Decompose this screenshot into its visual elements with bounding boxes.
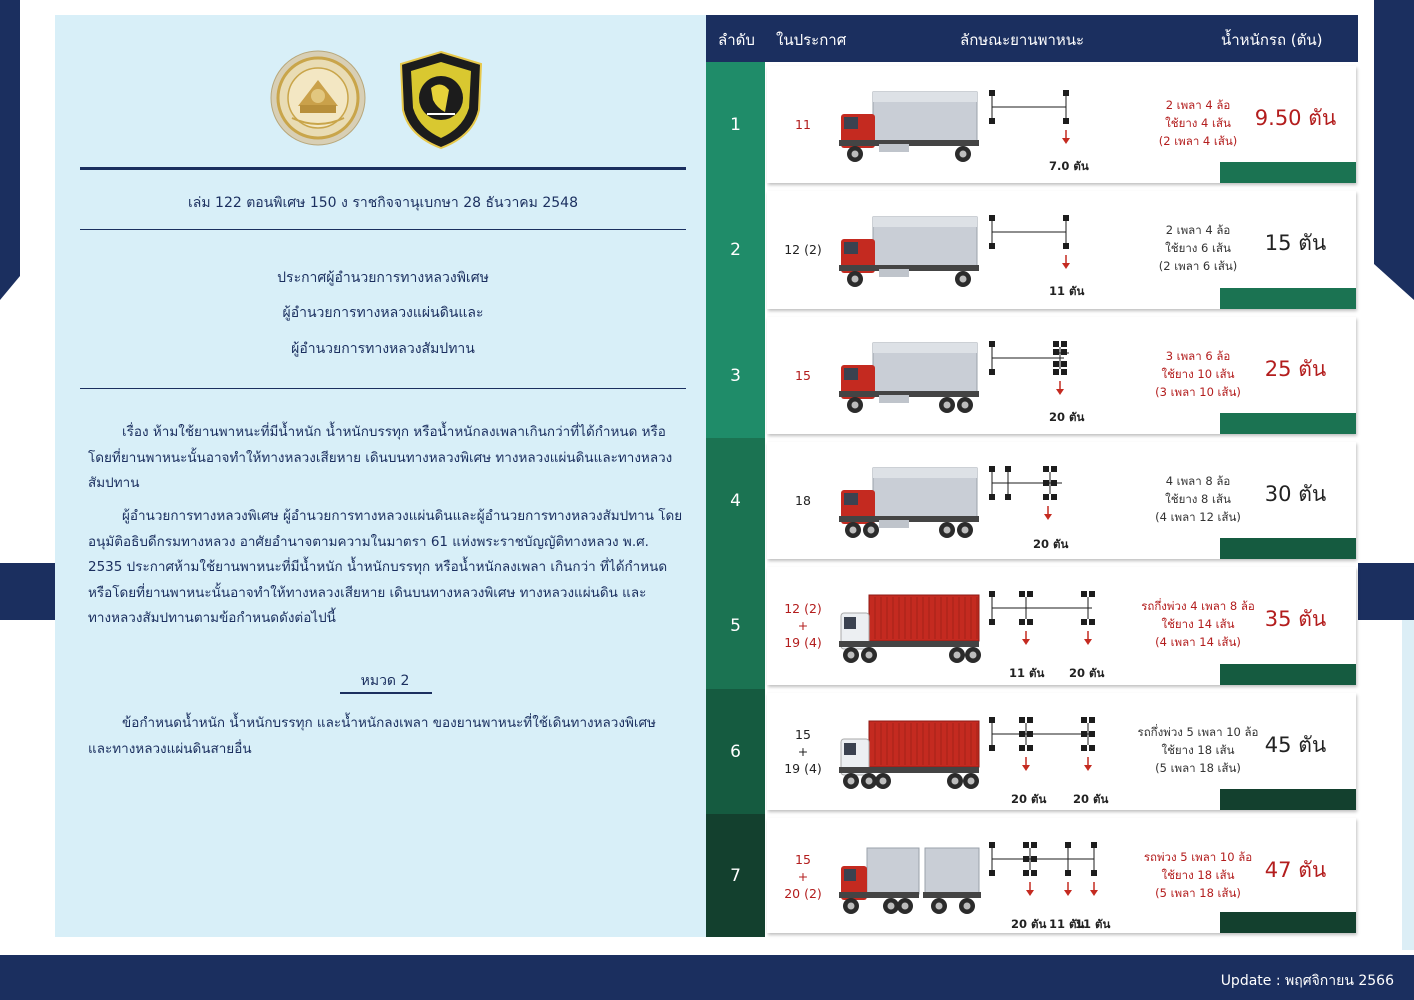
gross-weight: 15 ตัน xyxy=(1264,231,1327,255)
truck-illustration xyxy=(839,339,981,417)
announcement-reference xyxy=(767,66,839,183)
vehicle-card xyxy=(767,818,1356,933)
reference-line: 12 (2) xyxy=(784,242,822,257)
row-number: 3 xyxy=(706,313,765,438)
table-row xyxy=(706,563,1358,689)
description-line: ใช้ยาง 6 เส้น xyxy=(1165,241,1231,255)
description-line: (5 เพลา 18 เส้น) xyxy=(1155,886,1241,900)
reference-line: + xyxy=(797,744,809,759)
vehicle-card xyxy=(767,66,1356,183)
truck-illustration xyxy=(839,464,981,542)
reference-line: + xyxy=(797,869,809,884)
header-reference: ในประกาศ xyxy=(776,31,847,49)
footer-bar xyxy=(0,955,1414,1000)
divider xyxy=(80,229,686,230)
reference-line: 12 (2) xyxy=(784,601,822,616)
vehicle-card xyxy=(767,693,1356,810)
highway-police-badge xyxy=(397,50,485,150)
row-number: 5 xyxy=(706,563,765,689)
frame-corner-right xyxy=(1374,0,1414,300)
description-line: รถกึ่งพ่วง 4 เพลา 8 ล้อ xyxy=(1141,599,1255,613)
truck-illustration xyxy=(839,715,981,793)
frame-corner-left xyxy=(0,0,20,300)
frame-band-left xyxy=(0,563,55,620)
truck-illustration xyxy=(839,589,981,667)
table-row xyxy=(706,313,1358,438)
gazette-reference: เล่ม 122 ตอนพิเศษ 150 ง ราชกิจจานุเบกษา 28 ธันวาคม 2548 xyxy=(188,195,578,211)
header-order: ลำดับ xyxy=(718,31,755,49)
divider xyxy=(80,167,686,170)
reference-line: 15 xyxy=(795,852,811,867)
section-paragraph: ข้อกำหนดน้ำหนัก น้ำหนักบรรทุก และน้ำหนักลงเพลา ของยานพาหนะที่ใช้เดินทางหลวงพิเศษ และทางหลวงแผ่นดินสายอื่น xyxy=(88,715,656,757)
vehicle-card xyxy=(767,317,1356,434)
reference-line: 19 (4) xyxy=(784,761,822,776)
announcement-reference xyxy=(767,693,839,810)
announcement-line-3: ผู้อำนวยการทางหลวงสัมปทาน xyxy=(291,341,475,357)
truck-illustration xyxy=(839,88,981,166)
announcement-line-1: ประกาศผู้อำนวยการทางหลวงพิเศษ xyxy=(277,270,489,286)
axle-load-label: 20 ตัน xyxy=(1069,666,1105,680)
description-line: (4 เพลา 14 เส้น) xyxy=(1155,635,1241,649)
announcement-line-2: ผู้อำนวยการทางหลวงแผ่นดินและ xyxy=(282,305,484,321)
announcement-reference xyxy=(767,191,839,308)
frame-side-right xyxy=(1402,620,1414,950)
description-line: ใช้ยาง 18 เส้น xyxy=(1161,868,1235,882)
table-row xyxy=(706,689,1358,814)
weight-strip xyxy=(1220,912,1356,933)
frame-band-right xyxy=(1358,563,1414,620)
weight-strip xyxy=(1220,538,1356,559)
vehicle-card xyxy=(767,567,1356,685)
description-line: 2 เพลา 4 ล้อ xyxy=(1165,223,1231,237)
announcement-reference xyxy=(767,818,839,935)
axle-weight-table xyxy=(706,15,1358,937)
row-number: 4 xyxy=(706,438,765,563)
row-number: 6 xyxy=(706,689,765,814)
description-line: ใช้ยาง 10 เส้น xyxy=(1161,367,1235,381)
axle-load-label: 20 ตัน xyxy=(1073,792,1109,806)
description-line: 2 เพลา 4 ล้อ xyxy=(1165,98,1231,112)
gross-weight: 25 ตัน xyxy=(1264,357,1327,381)
weight-strip xyxy=(1220,413,1356,434)
truck-illustration xyxy=(839,213,981,291)
section-heading: หมวด 2 xyxy=(360,673,410,689)
description-line: (3 เพลา 10 เส้น) xyxy=(1155,385,1241,399)
description-line: (2 เพลา 4 เส้น) xyxy=(1158,134,1238,148)
row-number: 2 xyxy=(706,187,765,313)
gross-weight: 30 ตัน xyxy=(1264,482,1327,506)
description-line: (5 เพลา 18 เส้น) xyxy=(1155,761,1241,775)
description-line: รถกึ่งพ่วง 5 เพลา 10 ล้อ xyxy=(1137,725,1259,739)
reference-line: + xyxy=(797,618,809,633)
axle-load-label: 7.0 ตัน xyxy=(1049,159,1089,173)
axle-load-label: 11 ตัน xyxy=(1009,666,1045,680)
reference-line: 20 (2) xyxy=(784,886,822,901)
announcement-reference xyxy=(767,442,839,559)
weight-strip xyxy=(1220,288,1356,309)
section-underline xyxy=(340,692,432,694)
description-line: (4 เพลา 12 เส้น) xyxy=(1155,510,1241,524)
gross-weight: 47 ตัน xyxy=(1264,858,1327,882)
description-line: ใช้ยาง 18 เส้น xyxy=(1161,743,1235,757)
axle-load-label: 20 ตัน xyxy=(1049,410,1085,424)
weight-strip xyxy=(1220,664,1356,685)
vehicle-card xyxy=(767,442,1356,559)
authority-paragraph: ผู้อำนวยการทางหลวงพิเศษ ผู้อำนวยการทางหลวงแผ่นดินและผู้อำนวยการทางหลวงสัมปทาน โดยอนุมัติอธิบดีกรมทางหลวง อาศัยอำนาจตามความในมาตรา 61 แห่งพระราชบัญญัติทางหลวง พ.ศ. 2535 ประกาศห้ามใช้ยานพาหนะที่มีน้ำหนัก น้ำหนักบรรทุก หรือน้ำหนักลงเพลา เกินกว่า ที่ได้กำหนด หรือโดยที่ยานพาหนะนั้นอาจทำให้ทางหลวงเสียหาย เดินบนทางหลวงพิเศษ ทางหลวงแผ่นดิน และทางหลวงสัมปทานตามข้อกำหนดดังต่อไปนี้ xyxy=(88,508,683,626)
gross-weight: 9.50 ตัน xyxy=(1254,106,1337,130)
vehicle-card xyxy=(767,191,1356,309)
subject-paragraph: เรื่อง ห้ามใช้ยานพาหนะที่มีน้ำหนัก น้ำหนักบรรทุก หรือน้ำหนักลงเพลาเกินกว่าที่ได้กำหนด หรือโดยที่ยานพาหนะนั้นอาจทำให้ทางหลวงเสียหาย เดินบนทางหลวงพิเศษ ทางหลวงแผ่นดินและทางหลวงสัมปทาน xyxy=(88,424,673,491)
table-row xyxy=(706,438,1358,563)
reference-line: 15 xyxy=(795,727,811,742)
axle-load-label: 11 ตัน xyxy=(1075,917,1111,931)
table-row xyxy=(706,814,1358,937)
description-line: ใช้ยาง 8 เส้น xyxy=(1165,492,1231,506)
description-line: ใช้ยาง 4 เส้น xyxy=(1165,116,1231,130)
truck-illustration xyxy=(839,840,981,918)
reference-line: 15 xyxy=(795,368,811,383)
description-line: 3 เพลา 6 ล้อ xyxy=(1165,349,1231,363)
announcement-reference xyxy=(767,567,839,684)
axle-load-label: 11 ตัน xyxy=(1049,917,1085,931)
description-line: ใช้ยาง 14 เส้น xyxy=(1161,617,1235,631)
axle-load-label: 20 ตัน xyxy=(1011,917,1047,931)
document-panel xyxy=(55,15,706,937)
table-header xyxy=(706,15,1358,62)
reference-line: 19 (4) xyxy=(784,635,822,650)
divider xyxy=(80,388,686,389)
table-row xyxy=(706,187,1358,313)
axle-load-label: 11 ตัน xyxy=(1049,284,1085,298)
row-number: 1 xyxy=(706,62,765,187)
header-weight: น้ำหนักรถ (ตัน) xyxy=(1221,31,1323,49)
update-date: Update : พฤศจิกายน 2566 xyxy=(1220,973,1394,989)
gross-weight: 35 ตัน xyxy=(1264,607,1327,631)
gross-weight: 45 ตัน xyxy=(1264,733,1327,757)
row-number: 7 xyxy=(706,814,765,937)
table-row xyxy=(706,62,1358,187)
weight-strip xyxy=(1220,162,1356,183)
header-vehicle-type: ลักษณะยานพาหนะ xyxy=(960,31,1085,49)
description-line: รถพ่วง 5 เพลา 10 ล้อ xyxy=(1143,850,1253,864)
weight-strip xyxy=(1220,789,1356,810)
axle-load-label: 20 ตัน xyxy=(1033,537,1069,551)
description-line: (2 เพลา 6 เส้น) xyxy=(1158,259,1238,273)
reference-line: 11 xyxy=(795,117,811,132)
department-of-highways-seal xyxy=(270,50,366,146)
axle-load-label: 20 ตัน xyxy=(1011,792,1047,806)
reference-line: 18 xyxy=(795,493,811,508)
description-line: 4 เพลา 8 ล้อ xyxy=(1165,474,1231,488)
announcement-reference xyxy=(767,317,839,434)
